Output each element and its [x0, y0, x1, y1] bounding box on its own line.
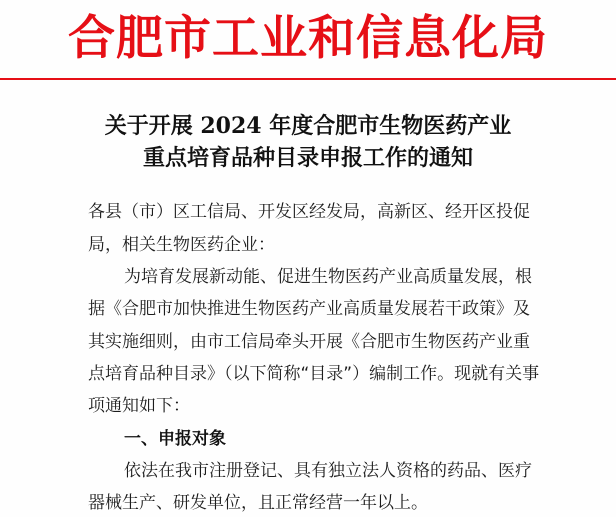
section-1-line-2: 器械生产、研发单位，且正常经营一年以上。 — [88, 493, 428, 513]
addressee-line-1: 各县（市）区工信局、开发区经发局，高新区、经开区投促 — [88, 202, 530, 222]
section-1-line-1: 依法在我市注册登记、具有独立法人资格的药品、医疗 — [124, 461, 532, 481]
notice-title-line-1: 关于开展 2024 年度合肥市生物医药产业 — [104, 113, 512, 139]
intro-paragraph-line-4: 点培育品种目录》（以下简称“目录”）编制工作。现就有关事 — [88, 364, 540, 384]
section-1-heading: 一、申报对象 — [124, 429, 226, 449]
notice-title-line-2: 重点培育品种目录申报工作的通知 — [142, 145, 473, 171]
intro-paragraph-line-2: 据《合肥市加快推进生物医药产业高质量发展若干政策》及 — [88, 299, 530, 319]
intro-paragraph-line-1: 为培育发展新动能、促进生物医药产业高质量发展，根 — [124, 267, 532, 287]
issuing-organization-header: 合肥市工业和信息化局 — [68, 11, 548, 66]
addressee-line-2: 局，相关生物医药企业： — [88, 235, 275, 255]
intro-paragraph-line-5: 项通知如下： — [88, 396, 190, 416]
red-header-rule — [0, 78, 616, 80]
intro-paragraph-line-3: 其实施细则，由市工信局牵头开展《合肥市生物医药产业重 — [88, 332, 530, 352]
